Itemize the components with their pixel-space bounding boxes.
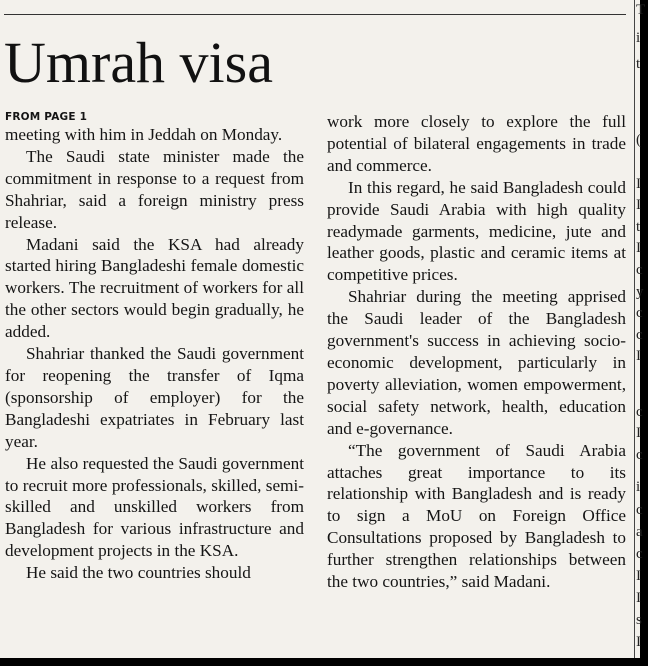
edge-glyph: i [636,479,641,495]
edge-glyph: I [636,176,641,192]
edge-glyph: c [636,502,643,518]
paragraph: He also requested the Saudi government to recruit more professionals, skilled, semi-skilled and unskilled workers from Bangladesh for various infrastructure and development projects in the KSA. [5,453,304,561]
edge-glyph: c [636,404,643,420]
edge-glyph: ( [636,132,641,148]
edge-glyph: T [636,2,646,18]
edge-glyph: a [636,524,643,540]
paragraph: meeting with him in Jeddah on Monday. [5,125,283,144]
paragraph: Shahriar thanked the Saudi government for reopening the transfer of Iqma (sponsorship of employer) for the Bangladeshi expatriates in February last year. [5,344,304,451]
left-column [5,110,304,584]
edge-glyph: c [636,327,643,343]
jump-label: FROM PAGE 1 [5,111,88,123]
edge-glyph: I [636,634,641,650]
paragraph: Shahriar during the meeting apprised the Saudi leader of the Bangladesh government's success in achieving socio-economic development, particularly in poverty alleviation, women empowerment, social safety network, health, education and e-governance. [327,287,626,438]
right-column [327,111,626,593]
edge-glyph: c [636,546,643,562]
column-divider [634,0,635,658]
edge-glyph: I [636,240,641,256]
paragraph: He said the two countries should [26,563,251,583]
top-rule [4,14,626,15]
edge-glyph: I [636,425,641,441]
paragraph: The Saudi state minister made the commitment in response to a request from Shahriar, said a foreign ministry press release. [5,146,304,232]
edge-glyph: c [636,447,643,463]
edge-glyph: s [636,612,642,628]
edge-glyph: i [636,30,641,46]
paragraph: Madani said the KSA had already started hiring Bangladeshi female domestic workers. The recruitment of workers for all the other sectors would begin gradually, he added. [5,234,304,342]
headline: Umrah visa [4,30,273,95]
paragraph: work more closely to explore the full potential of bilateral engagements in trade and commerce. [327,112,626,175]
edge-glyph: I [636,348,641,364]
paragraph: “The government of Saudi Arabia attaches great importance to its relationship with Bangladesh and is ready to sign a MoU on Foreign Office Consultations proposed by Bangladesh to further strengthen relationships between the two countries,” said Madani. [327,440,626,592]
edge-glyph: I [636,568,641,584]
edge-glyph: y [636,284,644,300]
edge-glyph: I [636,590,641,606]
edge-glyph: I [636,197,641,213]
paragraph: In this regard, he said Bangladesh could provide Saudi Arabia with high quality readymade garments, medicine, jute and leather goods, plastic and ceramic items at competitive prices. [327,177,626,285]
edge-glyph: c [636,305,643,321]
edge-glyph: t [636,219,641,235]
edge-glyph: t [636,56,641,72]
edge-glyph: c [636,262,643,278]
